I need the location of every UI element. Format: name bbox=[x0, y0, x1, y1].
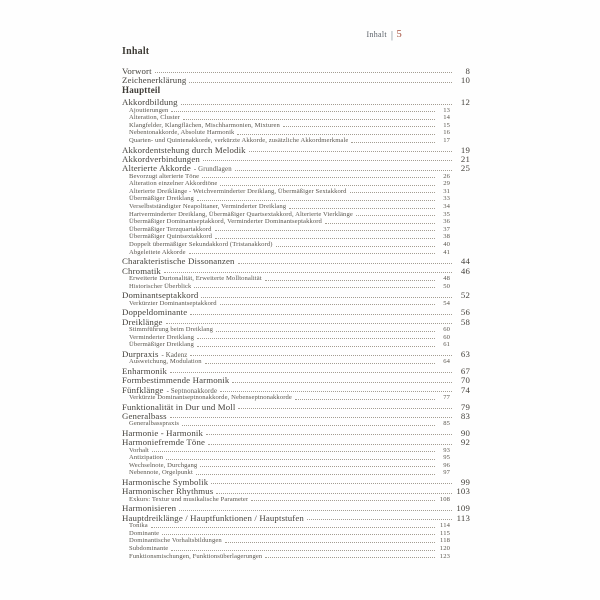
toc-entry bbox=[129, 537, 450, 545]
dot-leader bbox=[350, 192, 435, 193]
toc-entry-label: Harmonie - Harmonik bbox=[122, 427, 204, 438]
toc-entry-page: 40 bbox=[443, 241, 450, 249]
dot-leader bbox=[215, 230, 436, 231]
dot-leader bbox=[197, 200, 435, 201]
toc-entry-page: 34 bbox=[443, 203, 450, 211]
toc-entry-page: 74 bbox=[460, 384, 470, 395]
toc-entry-label: Enharmonik bbox=[122, 365, 167, 376]
toc-entry bbox=[129, 300, 450, 308]
toc-entry-label: Alteration einzelner Akkordtöne bbox=[129, 180, 218, 188]
toc-entry bbox=[129, 545, 450, 553]
toc-entry bbox=[122, 290, 470, 299]
toc-entry-page: 36 bbox=[443, 218, 450, 226]
toc-entry-page: 64 bbox=[443, 358, 450, 366]
toc-entry-label: Fünfklänge bbox=[122, 384, 164, 395]
toc-entry bbox=[122, 486, 470, 495]
toc-entry-page: 26 bbox=[443, 172, 450, 180]
dot-leader bbox=[238, 263, 452, 264]
toc-entry bbox=[122, 163, 470, 172]
toc-entry-page: 118 bbox=[440, 537, 450, 545]
toc-entry bbox=[129, 195, 450, 203]
toc-entry-page: 50 bbox=[443, 282, 450, 290]
toc-entry-label: Nebennote, Orgelpunkt bbox=[129, 469, 193, 477]
dot-leader bbox=[251, 500, 435, 501]
toc-entry bbox=[129, 326, 450, 334]
dot-leader bbox=[225, 542, 435, 543]
toc-entry bbox=[129, 114, 450, 122]
dot-leader bbox=[202, 177, 435, 178]
toc-entry bbox=[129, 129, 450, 137]
toc-entry-label: Dominantische Vorhaltsbildungen bbox=[129, 537, 222, 545]
toc-entry-page: 37 bbox=[443, 225, 450, 233]
toc-entry bbox=[122, 256, 470, 265]
toc-entry-label: Harmonische Symbolik bbox=[122, 477, 209, 488]
toc-entry bbox=[122, 349, 470, 358]
dot-leader bbox=[235, 170, 452, 171]
toc-entry bbox=[122, 385, 470, 394]
dot-leader bbox=[171, 111, 435, 112]
dot-leader bbox=[190, 355, 452, 356]
dot-leader bbox=[220, 391, 452, 392]
dot-leader bbox=[220, 304, 435, 305]
toc-entry-page: 54 bbox=[443, 299, 450, 307]
toc-entry-page: 85 bbox=[443, 420, 450, 428]
toc-entry-page: 60 bbox=[443, 325, 450, 333]
toc-entry-suffix: - Septnonakkorde bbox=[166, 387, 218, 395]
toc-entry-label: Generalbass bbox=[122, 410, 167, 421]
toc-entry-page: 33 bbox=[443, 195, 450, 203]
dot-leader bbox=[170, 417, 452, 418]
toc-entry bbox=[122, 154, 470, 163]
toc-entry bbox=[129, 173, 450, 181]
dot-leader bbox=[203, 160, 452, 161]
toc-entry bbox=[129, 522, 450, 530]
dot-leader bbox=[152, 451, 435, 452]
toc-entry bbox=[129, 122, 450, 130]
toc-entry-label: Hauptdreiklänge / Hauptfunktionen / Hauptstufen bbox=[122, 512, 304, 523]
toc-entry bbox=[122, 503, 470, 512]
toc-entry-label: Funktionsmischungen, Funktionsüberlagerungen bbox=[129, 552, 263, 560]
toc-entry-label: Generalbasspraxis bbox=[129, 420, 180, 428]
toc-entry-label: Historischer Überblick bbox=[129, 282, 192, 290]
toc-entry-page: 113 bbox=[456, 512, 470, 523]
dot-leader bbox=[265, 557, 435, 558]
toc-entry-page: 93 bbox=[443, 446, 450, 454]
dot-leader bbox=[171, 550, 435, 551]
toc-entry-label: Vorwort bbox=[122, 66, 152, 76]
toc-entry-page: 8 bbox=[465, 66, 470, 76]
dot-leader bbox=[166, 323, 452, 324]
toc-entry-page: 56 bbox=[460, 307, 470, 318]
toc-entry-page: 48 bbox=[443, 275, 450, 283]
running-head-separator-bar: | bbox=[390, 29, 394, 41]
toc-entry-page: 90 bbox=[460, 427, 470, 438]
toc-entry bbox=[122, 266, 470, 275]
toc-entry bbox=[129, 341, 450, 349]
toc-entry bbox=[129, 226, 450, 234]
toc-entry-page: 58 bbox=[460, 316, 470, 327]
toc-entry-page: 44 bbox=[460, 256, 470, 267]
toc-entry bbox=[122, 317, 470, 326]
toc-entry-label: Exkurs: Textur und musikalische Parameter bbox=[129, 495, 249, 503]
toc-entry-label: Nebentonakkorde, Absolute Harmonik bbox=[129, 129, 235, 137]
toc-entry-label: Dreiklänge bbox=[122, 316, 163, 327]
toc-entry bbox=[122, 428, 470, 437]
toc-entry-page: 12 bbox=[460, 97, 470, 108]
toc-entry-page: 14 bbox=[443, 114, 450, 122]
toc-entry-page: 95 bbox=[443, 454, 450, 462]
toc-entry-label: Harmonisieren bbox=[122, 503, 177, 514]
dot-leader bbox=[170, 372, 452, 373]
dot-leader bbox=[211, 483, 452, 484]
toc-entry-label: Verkürzte Dominantseptnonakkorde, Nebenseptnonakkorde bbox=[129, 393, 292, 401]
toc-entry bbox=[129, 241, 450, 249]
dot-leader bbox=[265, 280, 435, 281]
toc-entry bbox=[122, 411, 470, 420]
toc-entry-page: 83 bbox=[460, 410, 470, 421]
toc-entry-page: 67 bbox=[460, 365, 470, 376]
toc-entry-label: Quarten- und Quintenakkorde, verkürzte Akkorde, zusätzliche Akkordmerkmale bbox=[129, 136, 349, 144]
toc-entry bbox=[129, 447, 450, 455]
toc-entry-page: 21 bbox=[460, 153, 470, 164]
toc-content bbox=[122, 46, 470, 560]
dot-leader bbox=[283, 126, 435, 127]
toc-entry-page: 29 bbox=[443, 180, 450, 188]
toc-entry-label: Funktionalität in Dur und Moll bbox=[122, 401, 236, 412]
toc-entry-label: Klangfelder, Klangflächen, Mischharmonien, Mixturen bbox=[129, 121, 280, 129]
toc-entry-label: Akkordentstehung durch Melodik bbox=[122, 144, 246, 155]
dot-leader bbox=[205, 363, 435, 364]
dot-leader bbox=[196, 474, 435, 475]
toc-entry bbox=[129, 530, 450, 538]
dot-leader bbox=[179, 510, 452, 511]
dot-leader bbox=[197, 346, 435, 347]
toc-entry bbox=[129, 180, 450, 188]
toc-entry-page: 25 bbox=[460, 163, 470, 174]
toc-entry bbox=[122, 85, 470, 94]
toc-entry-label: Formbestimmende Harmonik bbox=[122, 375, 230, 386]
toc-entry-suffix: - Grundlagen bbox=[193, 166, 232, 174]
toc-entry bbox=[122, 145, 470, 154]
toc-entry-label: Übermäßiger Dreiklang bbox=[129, 195, 194, 203]
toc-entry-label: Übermäßiger Terzquartakkord bbox=[129, 225, 212, 233]
toc-entry bbox=[129, 462, 450, 470]
toc-entry-page: 60 bbox=[443, 333, 450, 341]
running-head-section-label: Inhalt bbox=[366, 30, 387, 39]
toc-entry-label: Antizipation bbox=[129, 454, 164, 462]
dot-leader bbox=[162, 534, 435, 535]
toc-entry bbox=[129, 496, 450, 504]
toc-entry bbox=[122, 307, 470, 316]
toc-entry bbox=[122, 375, 470, 384]
dot-leader bbox=[356, 215, 435, 216]
running-head bbox=[300, 28, 402, 40]
toc-entry-page: 97 bbox=[443, 469, 450, 477]
toc-entry-label: Erweiterte Durtonalität, Erweiterte Molltonalität bbox=[129, 275, 262, 283]
dot-leader bbox=[164, 272, 452, 273]
toc-entry bbox=[129, 358, 450, 366]
toc-entry-page: 109 bbox=[456, 503, 470, 514]
toc-entry-label: Akkordverbindungen bbox=[122, 153, 200, 164]
dot-leader bbox=[289, 208, 435, 209]
dot-leader bbox=[200, 466, 435, 467]
toc-entry-page: 61 bbox=[443, 341, 450, 349]
toc-entry-label: Alteration, Cluster bbox=[129, 114, 180, 122]
toc-entry-label: Tonika bbox=[129, 522, 148, 530]
dot-leader bbox=[220, 185, 435, 186]
toc-entry-page: 103 bbox=[456, 486, 470, 497]
toc-entry-page: 92 bbox=[460, 437, 470, 448]
toc-entry-label: Zeichenerklärung bbox=[122, 75, 187, 86]
dot-leader bbox=[238, 408, 452, 409]
toc-entry-label: Alterierte Dreiklänge - Weichverminderter Dreiklang, Übermäßiger Sextakkord bbox=[129, 187, 347, 195]
toc-entry-page: 96 bbox=[443, 461, 450, 469]
toc-entry bbox=[129, 283, 450, 291]
toc-entry bbox=[129, 454, 450, 462]
dot-leader bbox=[206, 434, 452, 435]
toc-entry-label: Hauptteil bbox=[122, 84, 161, 95]
toc-entry-label: Doppelt übermäßiger Sekundakkord (Tristanakkord) bbox=[129, 241, 273, 249]
toc-entry bbox=[122, 437, 470, 446]
toc-entry-page: 77 bbox=[443, 393, 450, 401]
toc-entry-label: Abgeleitete Akkorde bbox=[129, 248, 186, 256]
toc-entry-label: Ausweichung, Modulation bbox=[129, 358, 202, 366]
toc-entry-page: 17 bbox=[443, 136, 450, 144]
toc-entry-label: Übermäßiger Dominantseptakkord, Verminderter Dominantseptakkord bbox=[129, 218, 322, 226]
dot-leader bbox=[151, 527, 435, 528]
toc-entry bbox=[129, 203, 450, 211]
toc-entry-page: 41 bbox=[443, 248, 450, 256]
toc-entry-label: Verselbstständigter Neapolitaner, Verminderter Dreiklang bbox=[129, 203, 287, 211]
dot-leader bbox=[325, 223, 435, 224]
toc-entry-label: Hartverminderter Dreiklang, Übermäßiger Quartsextakkord, Alterierte Vierklänge bbox=[129, 210, 353, 218]
toc-entry-label: Durpraxis bbox=[122, 348, 159, 359]
toc-entry bbox=[129, 249, 450, 257]
toc-entry-page: 120 bbox=[439, 544, 450, 552]
toc-entry-suffix: - Kadenz bbox=[161, 351, 188, 359]
dot-leader bbox=[182, 425, 435, 426]
dot-leader bbox=[216, 331, 435, 332]
toc-entry-label: Wechselnote, Durchgang bbox=[129, 461, 198, 469]
toc-entry-page: 70 bbox=[460, 375, 470, 386]
dot-leader bbox=[189, 253, 435, 254]
dot-leader bbox=[194, 287, 435, 288]
toc-entry-page: 79 bbox=[460, 401, 470, 412]
toc-entry-label: Dominantseptakkord bbox=[122, 290, 199, 301]
toc-entry-page: 108 bbox=[439, 495, 450, 503]
toc-entry bbox=[129, 188, 450, 196]
dot-leader bbox=[237, 134, 435, 135]
toc-entry-page: 15 bbox=[443, 121, 450, 129]
toc-entry-page: 31 bbox=[443, 187, 450, 195]
dot-leader bbox=[155, 72, 452, 73]
toc-entry bbox=[122, 477, 470, 486]
dot-leader bbox=[215, 238, 435, 239]
toc-entry bbox=[129, 275, 450, 283]
toc-entry bbox=[129, 420, 450, 428]
dot-leader bbox=[249, 151, 452, 152]
dot-leader bbox=[216, 493, 452, 494]
toc-entry-label: Harmoniefremde Töne bbox=[122, 437, 206, 448]
toc-entry-page: 38 bbox=[443, 233, 450, 241]
toc-entry-page: 35 bbox=[443, 210, 450, 218]
dot-leader bbox=[208, 444, 452, 445]
toc-entry-label: Chromatik bbox=[122, 265, 161, 276]
toc-entry-label: Verminderter Dreiklang bbox=[129, 333, 194, 341]
toc-entry-label: Doppeldominante bbox=[122, 307, 188, 318]
toc-entry-page: 123 bbox=[439, 552, 450, 560]
toc-entry bbox=[129, 107, 450, 115]
toc-entry bbox=[122, 513, 470, 522]
toc-entry bbox=[122, 402, 470, 411]
toc-entry bbox=[129, 137, 450, 145]
toc-entry bbox=[122, 366, 470, 375]
toc-entry bbox=[129, 218, 450, 226]
toc-entry-page: 46 bbox=[460, 265, 470, 276]
toc-entry-label: Bevorzugt alterierte Töne bbox=[129, 172, 200, 180]
dot-leader bbox=[276, 246, 435, 247]
dot-leader bbox=[197, 338, 435, 339]
toc-entry-label: Dominante bbox=[129, 529, 160, 537]
dot-leader bbox=[190, 314, 452, 315]
toc-entry bbox=[129, 334, 450, 342]
toc-entry bbox=[129, 394, 450, 402]
dot-leader bbox=[307, 519, 452, 520]
toc-entry bbox=[122, 97, 470, 106]
dot-leader bbox=[181, 104, 452, 105]
toc-entry-label: Übermäßiger Quintsextakkord bbox=[129, 233, 213, 241]
toc-entry-page: 99 bbox=[460, 477, 470, 488]
toc-entry-page: 115 bbox=[440, 529, 450, 537]
toc-entry-label: Stimmführung beim Dreiklang bbox=[129, 325, 214, 333]
toc-entry bbox=[122, 75, 470, 84]
toc-entry bbox=[129, 233, 450, 241]
toc-entry bbox=[129, 553, 450, 561]
toc-entry-page: 10 bbox=[460, 75, 470, 86]
toc-entry-label: Harmonischer Rhythmus bbox=[122, 486, 214, 497]
toc-entry-label: Subdominante bbox=[129, 544, 169, 552]
dot-leader bbox=[232, 382, 452, 383]
running-head-page-number: 5 bbox=[396, 29, 402, 40]
toc-entry-page: 63 bbox=[460, 348, 470, 359]
toc-entry bbox=[129, 211, 450, 219]
toc-list bbox=[122, 66, 470, 560]
dot-leader bbox=[295, 399, 435, 400]
toc-entry-label: Alterierte Akkorde bbox=[122, 163, 191, 174]
toc-entry bbox=[122, 66, 470, 75]
toc-entry-label: Übermäßiger Dreiklang bbox=[129, 341, 194, 349]
dot-leader bbox=[166, 459, 435, 460]
toc-entry-page: 16 bbox=[443, 129, 450, 137]
dot-leader bbox=[201, 297, 452, 298]
toc-entry bbox=[129, 469, 450, 477]
toc-entry-page: 52 bbox=[460, 290, 470, 301]
toc-entry-label: Akkordbildung bbox=[122, 97, 178, 108]
toc-entry-label: Vorhalt bbox=[129, 446, 149, 454]
toc-entry-label: Verkürzter Dominantseptakkord bbox=[129, 299, 217, 307]
toc-entry-label: Ajoutierungen bbox=[129, 106, 169, 114]
toc-entry-page: 13 bbox=[443, 106, 450, 114]
toc-entry-page: 114 bbox=[440, 522, 450, 530]
toc-entry-page: 19 bbox=[460, 144, 470, 155]
dot-leader bbox=[189, 82, 452, 83]
dot-leader bbox=[351, 142, 435, 143]
page-title: Inhalt bbox=[122, 46, 150, 57]
toc-entry-label: Charakteristische Dissonanzen bbox=[122, 256, 235, 267]
dot-leader bbox=[183, 119, 435, 120]
